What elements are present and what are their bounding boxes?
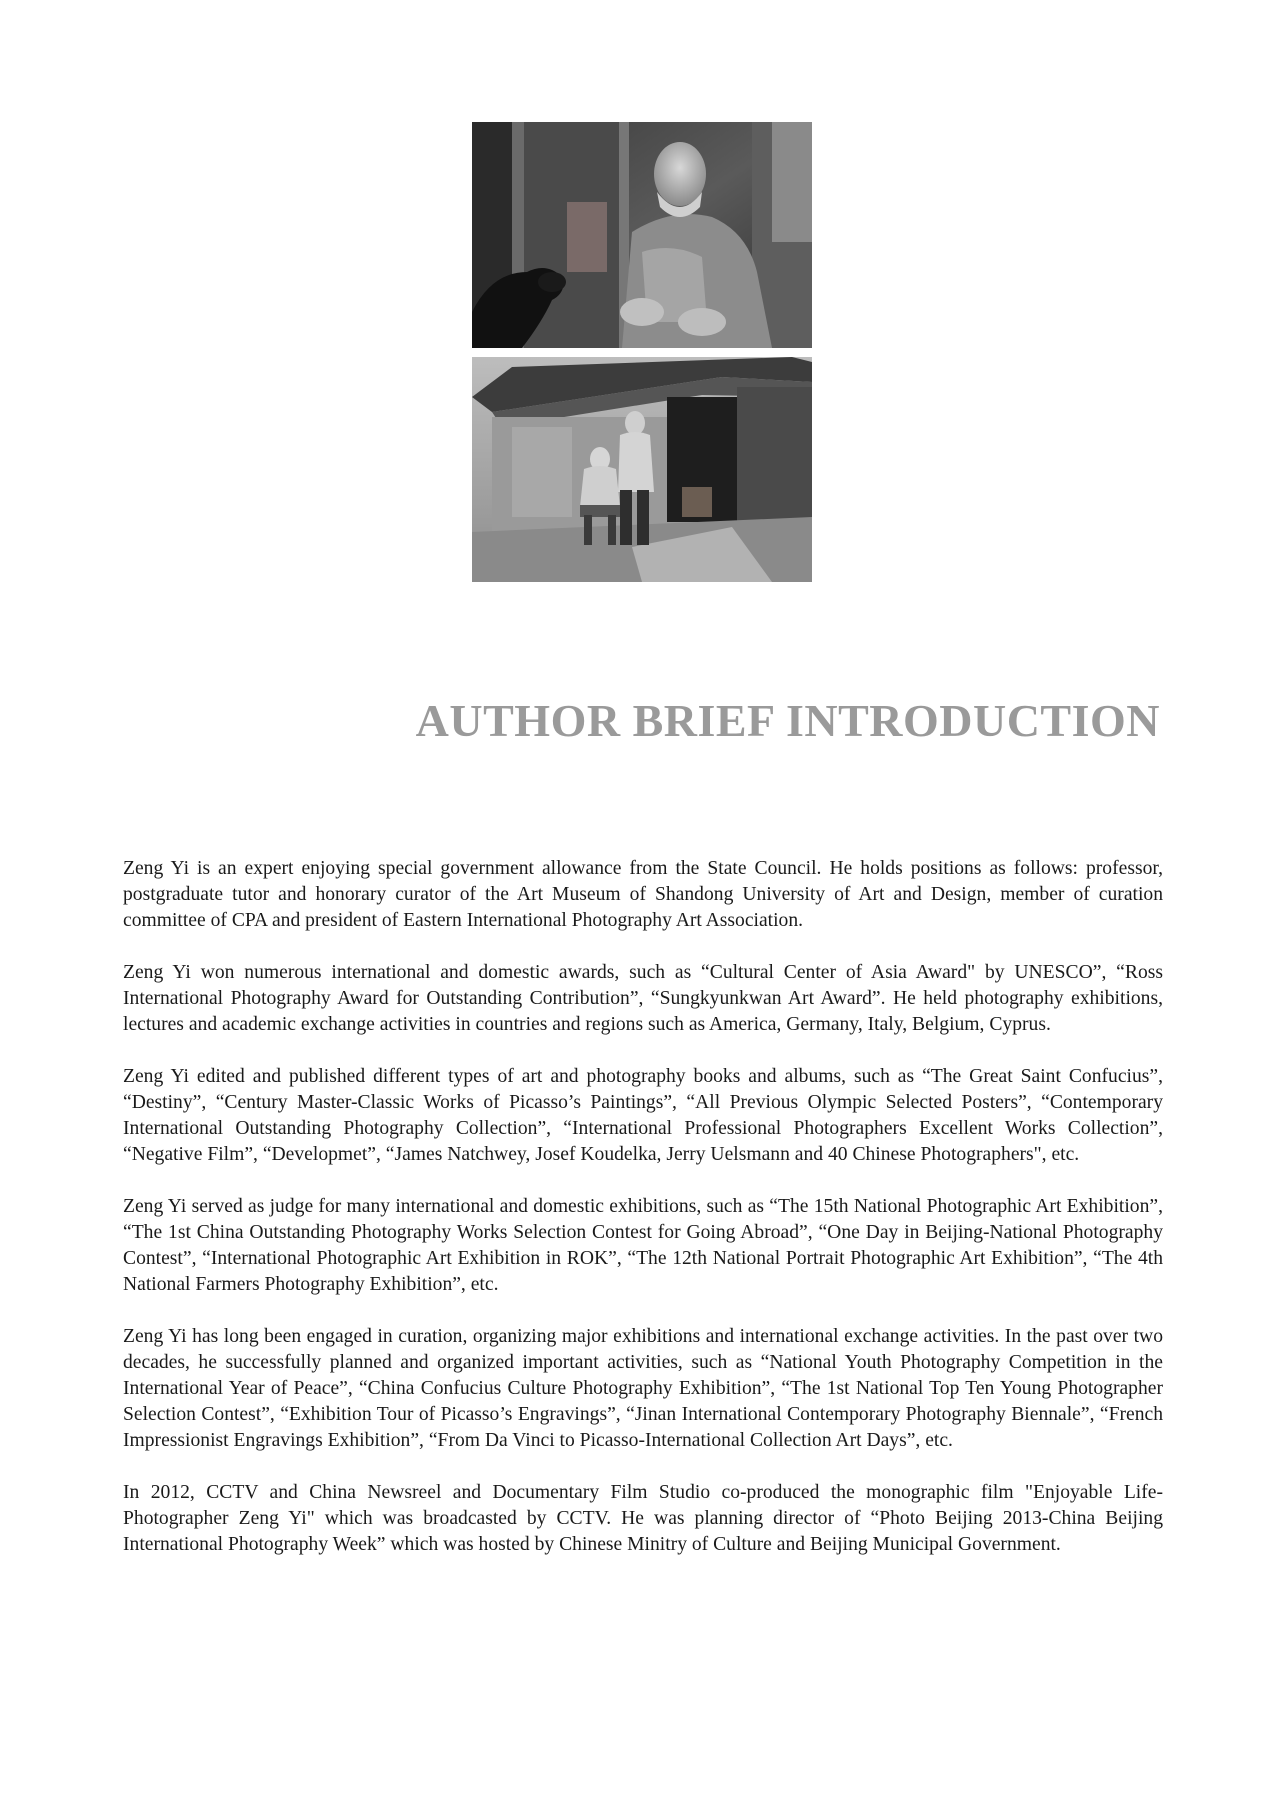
photo-two-men-old-house-image [472,357,812,582]
photo-elderly-man-with-dog-image [472,122,812,348]
paragraph-curation: Zeng Yi has long been engaged in curation, organizing major exhibitions and international exchange activities. In the past over two decades, he successfully planned and organized important activities, such as “National Youth Photography Competition in the International Year of Peace”, “China Confucius Culture Photography Exhibition”, “The 1st National Top Ten Young Photographer Selection Contest”, “Exhibition Tour of Picasso’s Engravings”, “Jinan International Contemporary Photography Biennale”, “French Impressionist Engravings Exhibition”, “From Da Vinci to Picasso-International Collection Art Days”, etc. [123,1326,1163,1451]
paragraph-film: In 2012, CCTV and China Newsreel and Documentary Film Studio co-produced the monographic film "Enjoyable Life-Photographer Zeng Yi" which was broadcasted by CCTV. He was planning director of “Photo Beijing 2013-China Beijing International Photography Week” which was hosted by Chinese Minitry of Culture and Beijing Municipal Government. [123,1482,1163,1555]
photo-elderly-man-with-dog [472,122,812,348]
author-introduction-body [123,856,1163,1584]
page-title: AUTHOR BRIEF INTRODUCTION [415,695,1160,746]
paragraph-judging: Zeng Yi served as judge for many international and domestic exhibitions, such as “The 15th National Photographic Art Exhibition”, “The 1st China Outstanding Photography Works Selection Contest for Going Abroad”, “One Day in Beijing-National Photography Contest”, “International Photographic Art Exhibition in ROK”, “The 12th National Portrait Photographic Art Exhibition”, “The 4th National Farmers Photography Exhibition”, etc. [123,1196,1163,1295]
photo-two-men-old-house [472,357,812,582]
paragraph-awards: Zeng Yi won numerous international and domestic awards, such as “Cultural Center of Asia Award" by UNESCO”, “Ross International Photography Award for Outstanding Contribution”, “Sungkyunkwan Art Award”. He held photography exhibitions, lectures and academic exchange activities in countries and regions such as America, Germany, Italy, Belgium, Cyprus. [123,962,1163,1035]
paragraph-publications: Zeng Yi edited and published different types of art and photography books and albums, such as “The Great Saint Confucius”, “Destiny”, “Century Master-Classic Works of Picasso’s Paintings”, “All Previous Olympic Selected Posters”, “Contemporary International Outstanding Photography Collection”, “International Professional Photographers Excellent Works Collection”, “Negative Film”, “Developmet”, “James Natchwey, Josef Koudelka, Jerry Uelsmann and 40 Chinese Photographers", etc. [123,1066,1163,1165]
paragraph-positions: Zeng Yi is an expert enjoying special government allowance from the State Council. He holds positions as follows: professor, postgraduate tutor and honorary curator of the Art Museum of Shandong University of Art and Design, member of curation committee of CPA and president of Eastern International Photography Art Association. [123,858,1163,931]
